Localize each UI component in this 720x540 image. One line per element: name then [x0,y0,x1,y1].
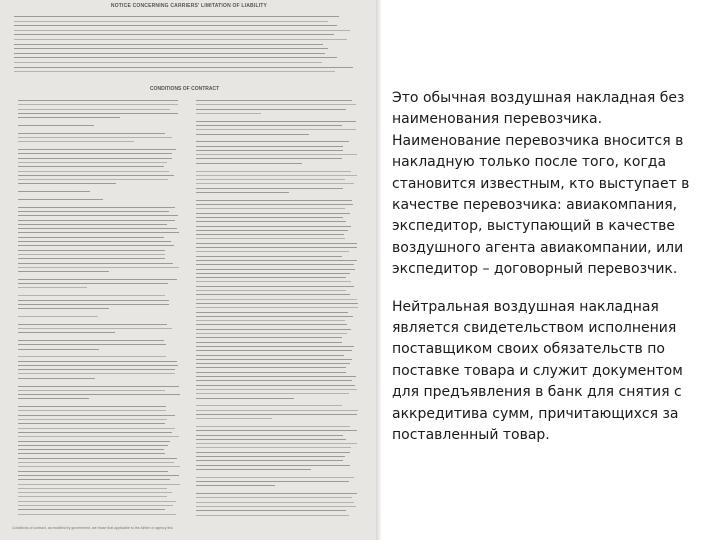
document-text-line [14,48,328,49]
conditions-of-contract-title: CONDITIONS OF CONTRACT [150,86,220,92]
document-text-line [196,281,351,282]
document-text-line [196,192,289,193]
document-text-line [18,295,165,296]
document-text-line [196,346,354,347]
document-text-line [18,220,175,221]
document-text-line [18,458,177,459]
document-text-line [196,226,351,227]
document-text-line [18,250,165,251]
document-text-line [196,506,356,507]
document-text-line [18,505,173,506]
document-text-line [18,175,174,176]
document-text-line [196,146,343,147]
document-text-line [196,307,358,308]
document-text-line [18,113,178,114]
document-text-line [18,162,167,163]
document-text-line [14,21,328,22]
document-text-line [196,439,346,440]
document-text-line [18,300,169,301]
document-text-line [18,394,180,395]
document-text-line [18,419,167,420]
document-text-line [18,211,169,212]
document-text-line [196,200,352,201]
document-text-line [196,389,357,390]
document-text-line [196,485,275,486]
document-text-line [196,125,342,126]
document-text-line [18,466,180,467]
document-text-line [18,344,166,345]
document-text-line [18,496,167,497]
document-text-line [196,158,342,159]
document-text-line [196,515,349,516]
document-text-line [18,100,178,101]
document-text-line [196,502,354,503]
document-text-line [196,363,350,364]
document-text-line [18,125,94,126]
document-text-line [196,493,357,494]
document-text-line [196,277,346,278]
document-text-line [196,405,342,406]
document-text-line [196,188,343,189]
document-text-line [18,199,103,200]
document-text-line [196,286,354,287]
document-text-line [14,53,325,54]
document-text-line [18,279,177,280]
document-text-line [196,109,346,110]
slide-text-block [392,88,708,463]
document-text-line [18,207,175,208]
document-text-line [196,243,357,244]
document-text-line [196,303,358,304]
document-text-line [18,171,169,172]
document-text-line [196,342,342,343]
document-text-line [196,430,357,431]
document-text-line [18,158,172,159]
document-text-line [196,443,357,444]
document-text-line [14,57,337,58]
document-text-line [18,406,166,407]
document-text-line [18,283,168,284]
document-text-line [196,260,357,261]
document-text-line [196,221,346,222]
document-text-line [18,492,172,493]
document-text-line [18,356,166,357]
document-text-line [18,432,172,433]
document-text-line [18,340,164,341]
document-text-line [18,365,178,366]
paragraph-blank-waybill: Это обычная воздушная накладная без наименования перевозчика. Наименование перевозчика вносится в накладную только после того, когда становится известным, кто выступает в качестве перевозчика: авиакомпания, экспедитор, выступающий в качестве воздушного агента авиакомпании, или экспедитор – договорный перевозчик. [392,90,690,278]
document-text-line [18,141,134,142]
document-text-line [14,34,334,35]
document-text-line [18,441,170,442]
document-text-line [18,479,170,480]
document-text-line [18,390,165,391]
document-text-line [18,415,175,416]
document-text-line [196,447,351,448]
document-text-line [18,361,177,362]
document-text-line [196,238,345,239]
document-text-line [18,267,179,268]
document-text-line [18,224,167,225]
document-text-line [18,484,180,485]
document-text-line [14,44,323,45]
document-text-line [196,456,345,457]
document-text-line [196,418,272,419]
document-text-line [196,435,343,436]
document-text-line [196,380,352,381]
document-text-line [196,273,350,274]
document-text-line [196,171,351,172]
document-text-line [196,316,353,317]
document-text-line [18,324,167,325]
document-text-line [196,104,356,105]
document-text-line [196,372,346,373]
document-text-line [196,367,346,368]
document-text-line [196,350,352,351]
document-text-line [18,471,168,472]
document-text-line [196,481,349,482]
document-text-line [196,337,342,338]
document-text-line [196,359,352,360]
paragraph-neutral-waybill: Нейтральная воздушная накладная является свидетельством исполнения поставщиком своих обязательств по поставке товара и служит документом для предъявления в банк для снятия с аккредитива сумм, причитающихся за поставленный товар. [392,298,683,444]
document-text-line [18,133,165,134]
document-text-line [18,254,165,255]
document-text-line [18,514,176,515]
document-text-line [196,150,343,151]
document-text-line [18,349,99,350]
document-text-line [196,269,355,270]
document-text-line [196,452,350,453]
document-text-line [196,204,353,205]
document-text-line [196,121,356,122]
document-text-line [196,510,346,511]
document-text-line [196,163,302,164]
document-text-line [18,428,175,429]
document-text-line [196,290,346,291]
image-edge-shadow [376,0,382,540]
document-text-line [18,183,116,184]
document-text-line [18,237,164,238]
document-text-line [18,245,174,246]
document-text-line [18,410,166,411]
document-text-line [14,30,350,31]
document-text-line [18,232,179,233]
document-text-line [18,386,179,387]
document-text-line [18,215,178,216]
document-text-line [196,312,348,313]
document-text-line [18,475,179,476]
document-text-line [196,497,352,498]
document-text-line [14,25,337,26]
document-text-line [14,62,322,63]
document-footer-note: Conditions of contract, as modified by government, are those that applicable to the Airline or agency this [12,526,173,530]
document-text-line [196,251,349,252]
document-text-line [18,378,95,379]
document-text-line [196,134,309,135]
document-text-line [196,217,343,218]
document-text-line [196,179,345,180]
document-text-line [18,373,175,374]
document-text-line [196,129,356,130]
document-text-line [196,469,311,470]
document-text-line [18,453,165,454]
document-text-line [18,445,168,446]
document-text-line [18,109,170,110]
document-text-line [196,100,352,101]
document-text-line [196,414,357,415]
document-text-line [196,376,356,377]
document-text-line [196,460,343,461]
document-text-line [18,304,169,305]
document-text-line [196,183,354,184]
document-text-line [196,141,349,142]
document-text-line [18,423,165,424]
document-text-line [18,369,175,370]
document-text-line [18,398,89,399]
document-text-line [18,462,174,463]
document-text-line [196,234,344,235]
document-text-line [18,328,172,329]
document-header-title: NOTICE CONCERNING CARRIERS' LIMITATION OF LIABILITY [110,3,268,9]
document-text-line [18,316,98,317]
document-text-line [196,264,354,265]
document-text-line [196,385,355,386]
document-text-line [18,449,164,450]
document-text-line [18,509,165,510]
document-text-line [196,320,345,321]
document-text-line [18,228,177,229]
document-text-line [18,153,172,154]
document-text-line [18,263,173,264]
document-text-line [18,104,178,105]
document-text-line [196,256,342,257]
document-text-line [18,241,171,242]
document-text-line [196,426,350,427]
document-text-line [196,355,344,356]
document-text-line [196,247,357,248]
document-text-line [14,39,347,40]
document-text-line [18,271,109,272]
document-text-line [18,308,109,309]
document-text-line [18,501,176,502]
document-text-line [196,113,261,114]
document-text-line [196,329,351,330]
document-text-line [18,332,115,333]
document-text-line [18,166,164,167]
document-text-line [18,287,87,288]
document-text-line [18,149,176,150]
document-text-line [196,294,350,295]
document-text-line [196,175,357,176]
document-text-line [14,16,339,17]
document-text-line [196,154,357,155]
document-text-line [18,117,120,118]
document-text-line [196,230,348,231]
document-text-line [196,465,350,466]
document-text-line [18,488,167,489]
document-text-line [196,477,354,478]
document-text-line [196,324,347,325]
document-text-line [196,213,350,214]
document-text-line [14,67,353,68]
document-text-line [196,299,357,300]
document-text-line [14,71,335,72]
document-text-line [18,191,90,192]
document-text-line [196,410,358,411]
document-text-line [18,258,165,259]
document-text-line [196,208,345,209]
document-text-line [18,179,168,180]
document-text-line [18,137,172,138]
document-text-line [196,333,347,334]
document-text-line [18,436,179,437]
document-text-line [196,398,294,399]
document-text-line [196,393,349,394]
